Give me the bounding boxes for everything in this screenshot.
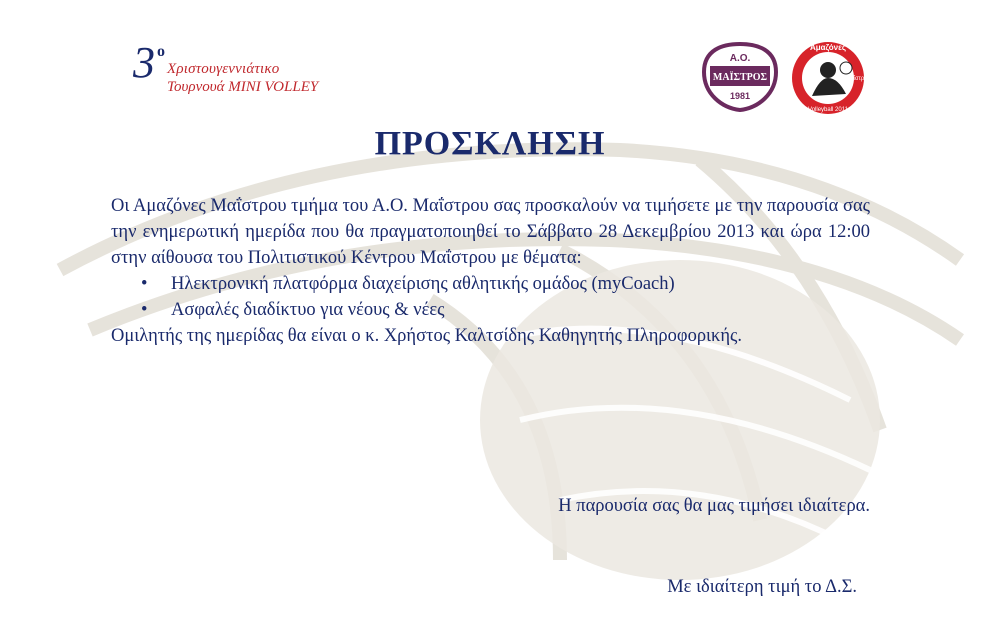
club-badge-logo [700,42,780,112]
badge2-side: Μαΐστρου [845,76,871,82]
topics-list [111,271,870,323]
bullet-icon: • [141,300,148,320]
logo-superscript: ο [157,43,165,60]
logo-line-1: Χριστουγεννιάτικο [167,61,280,77]
topic-text: Ασφαλές διαδίκτυο για νέους & νέες [171,300,445,320]
badge1-year: 1981 [729,91,751,101]
speaker-line: Ομιλητής της ημερίδας θα είναι ο κ. Χρήστος Καλτσίδης Καθηγητής Πληροφορικής. [111,326,742,346]
invitation-body [111,193,870,349]
page-title: ΠΡΟΣΚΛΗΣΗ [374,125,606,162]
badge2-bottom: Volleyball 2011 [808,107,848,113]
logo-number: 3 [133,38,155,87]
invitation-intro: Οι Αμαζόνες Μαΐστρου τμήμα του Α.Ο. Μαΐστρου σας προσκαλούν να τιμήσετε με την παρουσία σας την ενημερωτική ημερίδα που θα πραγματοποιηθεί το Σάββατο 28 Δεκεμβρίου 2013 και ώρα 12:00 στην αίθουσα του Πολιτιστικού Κέντρου Μαΐστρου με θέματα: [111,196,870,268]
tournament-logo [133,38,393,103]
topic-text: Ηλεκτρονική πλατφόρμα διαχείρισης αθλητικής ομάδος (myCoach) [171,274,675,294]
bullet-icon: • [141,274,148,294]
badge1-middle: ΜΑΪΣΤΡΟΣ [712,72,768,83]
badge2-top: Αμαζόνες [809,43,847,52]
list-item [111,271,870,297]
closing-line: Η παρουσία σας θα μας τιμήσει ιδιαίτερα. [558,496,870,516]
amazones-badge-logo [788,40,871,116]
list-item [111,297,870,323]
signature: Με ιδιαίτερη τιμή το Δ.Σ. [667,577,857,597]
badge1-top: Α.Ο. [729,53,751,64]
logo-line-2: Τουρνουά MINI VOLLEY [167,79,319,95]
